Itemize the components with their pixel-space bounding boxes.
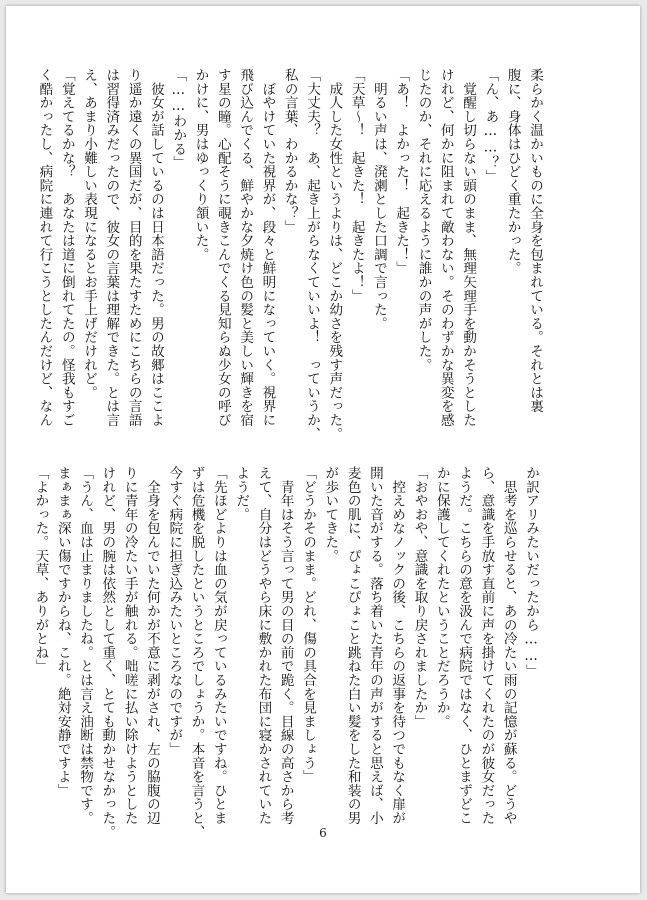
text-line: けれど、何かに阻まれて敵わない。そのわずかな異変を感 <box>437 68 454 427</box>
text-line: 「うん、血は止まりましたね。とは言え油断は禁物です。 <box>77 466 94 825</box>
text-line: 柔らかく温かいものに全身を包まれている。それとは裏 <box>527 68 543 413</box>
text-line: 成人した女性というよりは、どこか幼さを残す声だった。 <box>326 68 343 441</box>
text-line: ようだ。こちらの意を汲んで病院ではなく、ひとまずどこ <box>456 466 473 825</box>
text-line: かに保護してくれたということだろうか。 <box>433 466 450 729</box>
text-line: 飛び込んでくる、鮮やかな夕焼け色の髪と美しい輝きを宿 <box>237 68 254 427</box>
text-line: まぁまぁ深い傷ですからね、これ。絶対安静ですよ」 <box>54 466 71 798</box>
text-line: ら、意識を手放す直前に声を掛けてくれたのが彼女だった <box>478 466 495 825</box>
text-line: く酷かったし、病院に連れて行こうとしたんだけど、なん <box>36 68 53 427</box>
text-line: 「覚えてるかな？ あなたは道に倒れてたの。怪我もすご <box>58 68 75 427</box>
text-line: が歩いてきた。 <box>322 466 339 563</box>
text-line: す星の瞳。心配そうに覗きこんでくる見知らぬ少女の呼び <box>214 68 231 427</box>
text-line: か訳アリみたいだったから……」 <box>523 466 539 678</box>
text-line: 「どうかそのまま。どれ、傷の具合を見ましょう」 <box>300 466 317 784</box>
text-line: 「天草～！ 起きた！ 起きたよ！」 <box>348 68 365 303</box>
text-line: 覚醒し切らない頭のまま、無理矢理手を動かそうとした <box>460 68 477 427</box>
text-line: 「おやおや、意識を取り戻されましたか」 <box>411 466 428 729</box>
text-line: けれど、男の腕は依然として重く、とても動かせなかった。 <box>99 466 116 839</box>
text-line: りに青年の冷たい手が触れる。咄嗟に払い除けようとした <box>121 466 138 825</box>
text-line: 「先ほどよりは血の気が戻っているみたいですね。ひとま <box>210 466 227 825</box>
text-line: 今すぐ病院に担ぎ込みたいところなのですが」 <box>166 466 183 756</box>
text-line: 「よかった。天草、ありがとね」 <box>32 466 49 673</box>
lower-text-block <box>32 466 542 839</box>
text-line: え、あまり小難しい表現になるとお手上げだけれど。 <box>81 68 98 400</box>
text-line: 開いた音がする。落ち着いた青年の声がすると思えば、小 <box>366 466 383 825</box>
text-line: じたのか、それに応えるように誰かの声がした。 <box>415 68 432 372</box>
text-line: 思考を巡らせると、あの冷たい雨の記憶が蘇る。どうや <box>500 466 517 825</box>
text-line: 「……わかる」 <box>170 68 187 170</box>
text-line: ようだ。 <box>233 466 250 522</box>
text-line: かけに、男はゆっくり頷いた。 <box>192 68 209 262</box>
text-line: 「ん、あ……？」 <box>482 68 499 184</box>
text-line: 麦色の肌に、ぴょこぴょこと跳ねた白い髪をした和装の男 <box>344 466 361 825</box>
text-line: ぼやけていた視界が、段々と鮮明になっていく。視界に <box>259 68 276 427</box>
text-line: 「大丈夫？ あ、起き上がらなくていいよ！ っていうか、 <box>304 68 321 441</box>
text-line: り遥か遠くの異国だが、目的を果たすためにこちらの言語 <box>125 68 142 427</box>
text-line: えて、自分はどうやら床に敷かれた布団に寝かされていた <box>255 466 272 825</box>
text-line: ずは危機を脱したというところでしょうか。本音を言うと、 <box>188 466 205 839</box>
text-line: 明るい声は、溌溂とした口調で言った。 <box>370 68 387 331</box>
text-line: は習得済みだったので、彼女の言葉は理解できた。とは言 <box>103 68 120 427</box>
text-line: 腹に、身体はひどく重たかった。 <box>504 68 521 275</box>
upper-text-block <box>36 68 546 441</box>
text-line: 控えめなノックの後、こちらの返事を待つでもなく扉が <box>389 466 406 825</box>
book-page <box>6 6 640 893</box>
text-line: 私の言葉、わかるかな？」 <box>281 68 298 234</box>
page-number: 6 <box>319 826 327 840</box>
text-line: 全身を包んでいた何かが不意に剥がされ、左の脇腹の辺 <box>143 466 160 825</box>
text-line: 「あ！ よかった！ 起きた！」 <box>393 68 410 275</box>
text-line: 彼女が話しているのは日本語だった。男の故郷はここよ <box>147 68 164 427</box>
text-line: 青年はそう言って男の目の前で跪く。目線の高さから考 <box>277 466 294 825</box>
